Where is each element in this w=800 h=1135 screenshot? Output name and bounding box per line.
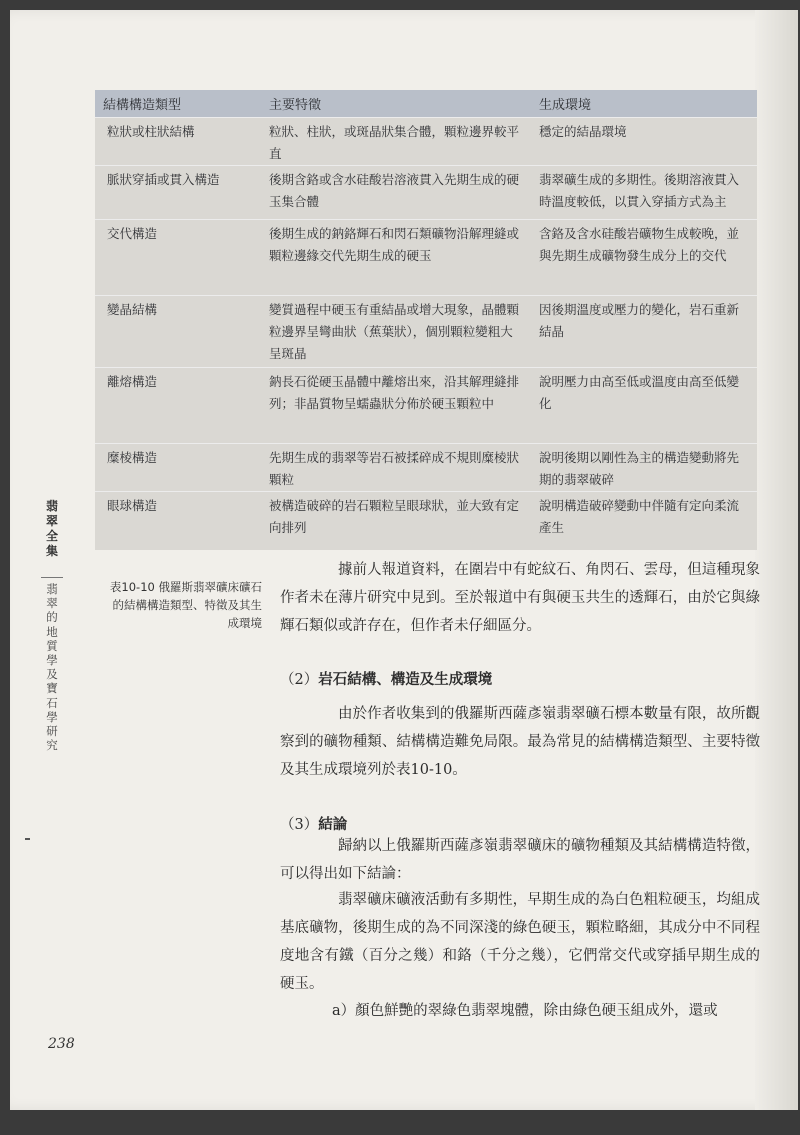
cell-environment: 說明壓力由高至低或溫度由高至低變化 [531,368,757,444]
table-caption: 表10-10 俄羅斯翡翠礦床礦石的結構構造類型、特徵及其生成環境 [109,580,262,630]
cell-feature: 被構造破碎的岩石顆粒呈眼球狀，並大致有定向排列 [261,492,531,552]
section-3-number: （3） [280,817,319,833]
table-row [95,296,757,368]
section-2-title: 岩石結構、構造及生成環境 [318,671,493,688]
cell-environment: 說明構造破碎變動中伴隨有定向柔流產生 [531,492,757,552]
section-3-title: 結論 [318,816,348,833]
paragraph-5: a）顏色鮮艷的翠綠色翡翠塊體，除由綠色硬玉組成外，還或 [332,1003,718,1019]
cell-type: 離熔構造 [95,368,261,444]
table-row [95,220,757,296]
cell-environment: 翡翠礦生成的多期性。後期溶液貫入時溫度較低，以貫入穿插方式為主 [531,166,757,220]
cell-feature: 鈉長石從硬玉晶體中離熔出來，沿其解理縫排列；非晶質物呈蠕蟲狀分佈於硬玉顆粒中 [261,368,531,444]
section-2-heading [280,668,492,689]
sidebar-book-title: 翡翠全集 [45,499,58,558]
page-number: 238 [48,1036,75,1052]
cell-feature: 變質過程中硬玉有重結晶或增大現象，晶體顆粒邊界呈彎曲狀（蕉葉狀），個別顆粒變粗大呈斑晶 [261,296,531,368]
paragraph-4: 翡翠礦床礦液活動有多期性，早期生成的為白色粗粒硬玉，均組成基底礦物，後期生成的為不同深淺的綠色硬玉，顆粒略細，其成分中不同程度地含有鐵（百分之幾）和鉻（千分之幾），它們常交代或穿插早期生成的硬玉。 [280,892,760,992]
header-structure-type: 結構構造類型 [95,90,261,118]
cell-type: 交代構造 [95,220,261,296]
header-main-features: 主要特徵 [261,90,531,118]
table-row [95,368,757,444]
table-header-row [95,90,757,118]
margin-mark [25,838,30,840]
cell-type: 粒狀或柱狀結構 [95,118,261,166]
cell-type: 變晶結構 [95,296,261,368]
cell-type: 糜棱構造 [95,444,261,492]
cell-type: 脈狀穿插或貫入構造 [95,166,261,220]
sidebar-chapter-title: 翡翠的地質學及寶石學研究 [46,582,58,753]
section-2-number: （2） [280,672,319,688]
table-row [95,166,757,220]
cell-environment: 含鉻及含水硅酸岩礦物生成較晚，並與先期生成礦物發生成分上的交代 [531,220,757,296]
page-spine-shadow [755,10,798,1110]
table-row [95,444,757,492]
table-row [95,118,757,166]
section-3-heading [280,813,347,834]
cell-type: 眼球構造 [95,492,261,552]
cell-feature: 粒狀、柱狀，或斑晶狀集合體，顆粒邊界較平直 [261,118,531,166]
structure-table [95,90,757,550]
cell-feature: 先期生成的翡翠等岩石被揉碎成不規則糜棱狀顆粒 [261,444,531,492]
header-formation-environment: 生成環境 [531,90,757,118]
cell-feature: 後期含鉻或含水硅酸岩溶液貫入先期生成的硬玉集合體 [261,166,531,220]
cell-environment: 說明後期以剛性為主的構造變動將先期的翡翠破碎 [531,444,757,492]
book-page [10,10,798,1110]
cell-environment: 因後期溫度或壓力的變化，岩石重新結晶 [531,296,757,368]
table-row [95,492,757,552]
paragraph-1: 據前人報道資料，在圍岩中有蛇紋石、角閃石、雲母，但這種現象作者未在薄片研究中見到。至於報道中有與硬玉共生的透輝石，由於它與綠輝石類似或許存在，但作者未仔細區分。 [280,562,760,634]
paragraph-2: 由於作者收集到的俄羅斯西薩彥嶺翡翠礦石標本數量有限，故所觀察到的礦物種類、結構構造難免局限。最為常見的結構構造類型、主要特徵及其生成環境列於表10-10。 [280,706,760,778]
cell-feature: 後期生成的鈉鉻輝石和閃石類礦物沿解理縫或顆粒邊緣交代先期生成的硬玉 [261,220,531,296]
sidebar-divider [41,577,63,578]
paragraph-3: 歸納以上俄羅斯西薩彥嶺翡翠礦床的礦物種類及其結構構造特徵，可以得出如下結論： [280,838,760,882]
cell-environment: 穩定的結晶環境 [531,118,757,166]
